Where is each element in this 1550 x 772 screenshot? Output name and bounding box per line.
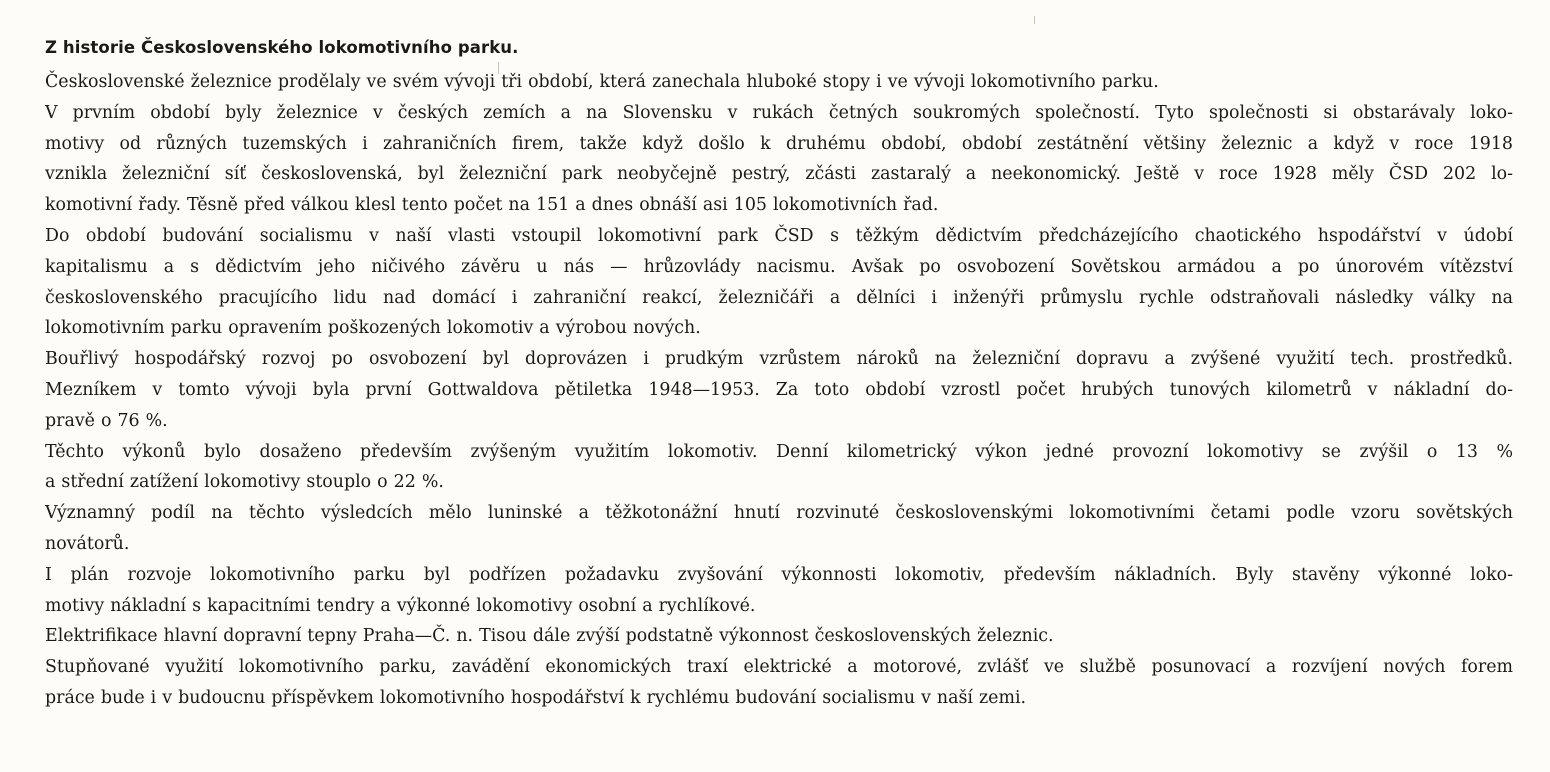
paragraph-3 [45, 221, 1513, 344]
text-line: Významný podíl na těchto výsledcích mělo luninské a těžkotonážní hnutí rozvinuté československými lokomotivními četami podle vzoru sovětských [45, 503, 1513, 524]
text-line: Mezníkem v tomto vývoji byla první Gottwaldova pětiletka 1948—1953. Za toto období vzrostl počet hrubých tunových kilometrů v nákladní do- [45, 379, 1513, 400]
text-line: Československé železnice prodělaly ve svém vývoji tři období, která zanechala hluboké stopy i ve vývoji lokomotivního parku. [45, 72, 1159, 92]
text-line: pravě o 76 %. [45, 410, 168, 431]
text-line: motivy nákladní s kapacitními tendry a výkonné lokomotivy osobní a rychlíkové. [45, 595, 756, 616]
paragraph-7 [45, 560, 1513, 622]
text-line: kapitalismu a s dědictvím jeho ničivého závěru u nás — hrůzovlády nacismu. Avšak po osvobození Sovětskou armádou a po únorovém vítězství [45, 256, 1513, 277]
scan-mark [1034, 16, 1035, 24]
text-line: lokomotivním parku opravením poškozených lokomotiv a výrobou nových. [45, 318, 701, 339]
text-line: I plán rozvoje lokomotivního parku byl podřízen požadavku zvyšování výkonnosti lokomotiv, především nákladních. Byly stavěny výkonné loko- [45, 564, 1513, 585]
text-line: Bouřlivý hospodářský rozvoj po osvobození byl doprovázen i prudkým vzrůstem nároků na železniční dopravu a zvýšené využití tech. prostředků. [45, 349, 1513, 370]
text-line: novátorů. [45, 533, 130, 554]
text-line: Do období budování socialismu v naší vlasti vstoupil lokomotivní park ČSD s těžkým dědictvím předcházejícího chaotického hspodářství v údobí [45, 225, 1513, 246]
text-line: V prvním období byly železnice v českých zemích a na Slovensku v rukách četných soukromých společností. Tyto společnosti si obstarávaly loko- [45, 102, 1513, 123]
paragraph-4 [45, 344, 1513, 436]
text-line: Těchto výkonů bylo dosaženo především zvýšeným využitím lokomotiv. Denní kilometrický výkon jedné provozní lokomotivy se zvýšil o 13 % [45, 441, 1513, 462]
text-line: Elektrifikace hlavní dopravní tepny Praha—Č. n. Tisou dále zvýší podstatně výkonnost československých železnic. [45, 626, 1054, 647]
article-title: Z historie Československého lokomotivního parku. [45, 38, 519, 57]
paragraph-8 [45, 621, 1513, 652]
paragraph-2 [45, 98, 1513, 221]
text-line: vznikla železniční síť československá, byl železniční park neobyčejně pestrý, zčásti zastaralý a neekonomický. Ještě v roce 1928 měly ČSD 202 lo- [45, 164, 1513, 185]
text-line: motivy od různých tuzemských i zahraničních firem, takže když došlo k druhému období, období zestátnění většiny železnic a když v roce 1918 [45, 133, 1513, 154]
text-line: československého pracujícího lidu nad domácí i zahraniční reakcí, železničáři a dělníci i inženýři průmyslu rychle odstraňovali následky války na [45, 287, 1513, 308]
text-line: Stupňované využití lokomotivního parku, zavádění ekonomických traxí elektrické a motorové, zvlášť ve službě posunovací a rozvíjení nových forem [45, 657, 1513, 678]
text-line: komotivní řady. Těsně před válkou klesl tento počet na 151 a dnes obnáší asi 105 lokomotivních řad. [45, 195, 939, 216]
text-line: a střední zatížení lokomotivy stouplo o 22 %. [45, 472, 444, 493]
paragraph-5 [45, 437, 1513, 499]
paragraph-9 [45, 652, 1513, 714]
paragraph-6 [45, 498, 1513, 560]
article [45, 33, 1513, 714]
paragraph-1 [45, 67, 1513, 98]
text-line: práce bude i v budoucnu příspěvkem lokomotivního hospodářství k rychlému budování socialismu v naší zemi. [45, 687, 1027, 708]
